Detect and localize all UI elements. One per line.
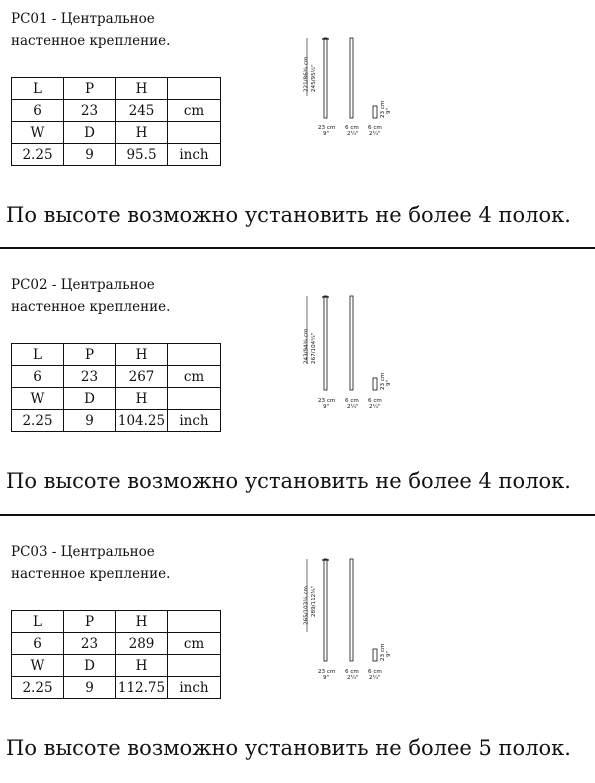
shelf-limit-note: По высоте возможно установить не более 4 полок.: [6, 203, 571, 227]
width-cm-label-3: 6 cm: [368, 125, 382, 131]
height-in-label: 289/112¾": [311, 585, 317, 617]
table-cell: D: [64, 655, 116, 677]
table-cell: P: [64, 78, 116, 100]
small-in-label: 9": [386, 650, 392, 657]
table-cell: 2.25: [12, 144, 64, 166]
shelf-limit-note: По высоте возможно установить не более 5 полок.: [6, 736, 571, 760]
table-cell: [168, 78, 221, 100]
upright-side: [350, 296, 353, 390]
table-cell: 104.25: [116, 410, 168, 432]
upright-drawing-svg: [298, 557, 408, 682]
product-title: [11, 541, 271, 585]
dimensions-table: [11, 343, 221, 432]
product-title-line2: настенное крепление.: [11, 566, 171, 582]
table-cell: 6: [12, 633, 64, 655]
width-in-label-2: 2¼": [347, 675, 359, 681]
upright-drawing-svg: [298, 294, 408, 414]
table-cell: H: [116, 655, 168, 677]
table-cell: H: [116, 78, 168, 100]
table-cell: cm: [168, 366, 221, 388]
table-cell: H: [116, 122, 168, 144]
table-cell: W: [12, 122, 64, 144]
table-cell: [168, 344, 221, 366]
small-in-label: 9": [386, 107, 392, 114]
width-cm-label-3: 6 cm: [368, 398, 382, 404]
product-section-pc02: [0, 266, 595, 516]
table-row: [12, 100, 221, 122]
width-cm-label-1: 23 cm: [318, 125, 336, 131]
table-row: [12, 366, 221, 388]
table-cell: inch: [168, 677, 221, 699]
table-cell: 9: [64, 677, 116, 699]
table-cell: [168, 611, 221, 633]
table-cell: 112.75: [116, 677, 168, 699]
table-row: [12, 144, 221, 166]
table-cell: [168, 655, 221, 677]
upright-top: [373, 378, 377, 390]
width-in-label-1: 9": [323, 404, 330, 410]
table-cell: 9: [64, 144, 116, 166]
product-title-line2: настенное крепление.: [11, 299, 171, 315]
width-cm-label-2: 6 cm: [345, 398, 359, 404]
upright-top: [373, 649, 377, 661]
height-in-label: 245/95½": [311, 64, 317, 92]
table-cell: D: [64, 122, 116, 144]
upright-front: [324, 296, 327, 390]
section-divider: [0, 514, 595, 516]
table-row: [12, 122, 221, 144]
table-cell: 6: [12, 366, 64, 388]
table-row: [12, 677, 221, 699]
width-in-label-1: 9": [323, 131, 330, 137]
width-in-label-2: 2¼": [347, 404, 359, 410]
width-cm-label-2: 6 cm: [345, 669, 359, 675]
table-row: [12, 410, 221, 432]
product-title: [11, 8, 271, 52]
width-in-label-2: 2¼": [347, 131, 359, 137]
table-cell: L: [12, 78, 64, 100]
table-cell: cm: [168, 633, 221, 655]
product-section-pc03: [0, 533, 595, 783]
table-cell: 9: [64, 410, 116, 432]
table-cell: H: [116, 611, 168, 633]
table-cell: P: [64, 611, 116, 633]
table-cell: 23: [64, 100, 116, 122]
width-cm-label-2: 6 cm: [345, 125, 359, 131]
table-cell: 2.25: [12, 410, 64, 432]
table-cell: L: [12, 344, 64, 366]
height-in-label: 267/104¼": [311, 332, 317, 364]
width-cm-label-1: 23 cm: [318, 669, 336, 675]
upright-side: [350, 559, 353, 661]
product-code-title: PC02 - Центральное: [11, 277, 155, 293]
table-cell: [168, 122, 221, 144]
table-row: [12, 633, 221, 655]
height-cm-label: 265/103¼ cm: [303, 586, 310, 625]
technical-drawing: [298, 294, 408, 409]
table-cell: L: [12, 611, 64, 633]
table-cell: inch: [168, 144, 221, 166]
upright-top: [373, 106, 377, 118]
table-cell: [168, 388, 221, 410]
upright-front: [324, 559, 327, 661]
table-cell: cm: [168, 100, 221, 122]
table-cell: 2.25: [12, 677, 64, 699]
table-cell: H: [116, 344, 168, 366]
small-cm-label: 23 cm: [380, 100, 386, 118]
section-divider: [0, 247, 595, 249]
height-cm-label: 243/94¾ cm: [303, 328, 310, 364]
table-cell: 95.5: [116, 144, 168, 166]
technical-drawing: [298, 557, 408, 681]
table-cell: 23: [64, 366, 116, 388]
product-title: [11, 274, 271, 318]
table-cell: W: [12, 388, 64, 410]
table-cell: 267: [116, 366, 168, 388]
table-cell: W: [12, 655, 64, 677]
upright-drawing-svg: [298, 36, 408, 136]
width-in-label-3: 2¼": [369, 404, 381, 410]
width-cm-label-3: 6 cm: [368, 669, 382, 675]
dimensions-table: [11, 610, 221, 699]
table-cell: P: [64, 344, 116, 366]
small-cm-label: 23 cm: [380, 643, 386, 661]
table-cell: 245: [116, 100, 168, 122]
table-cell: 289: [116, 633, 168, 655]
table-row: [12, 388, 221, 410]
table-cell: D: [64, 388, 116, 410]
upright-side: [350, 38, 353, 118]
table-row: [12, 655, 221, 677]
width-in-label-3: 2¼": [369, 675, 381, 681]
product-title-line2: настенное крепление.: [11, 33, 171, 49]
table-cell: 23: [64, 633, 116, 655]
shelf-limit-note: По высоте возможно установить не более 4 полок.: [6, 469, 571, 493]
product-code-title: PC01 - Центральное: [11, 11, 155, 27]
width-in-label-1: 9": [323, 675, 330, 681]
product-section-pc01: [0, 0, 595, 250]
small-cm-label: 23 cm: [380, 372, 386, 390]
upright-front: [324, 38, 327, 118]
table-cell: H: [116, 388, 168, 410]
table-cell: inch: [168, 410, 221, 432]
height-cm-label: 221/86¾ cm: [303, 56, 310, 92]
width-in-label-3: 2¼": [369, 131, 381, 137]
product-code-title: PC03 - Центральное: [11, 544, 155, 560]
width-cm-label-1: 23 cm: [318, 398, 336, 404]
dimensions-table: [11, 77, 221, 166]
table-cell: 6: [12, 100, 64, 122]
table-row: [12, 78, 221, 100]
small-in-label: 9": [386, 379, 392, 386]
technical-drawing: [298, 36, 408, 151]
table-row: [12, 344, 221, 366]
table-row: [12, 611, 221, 633]
